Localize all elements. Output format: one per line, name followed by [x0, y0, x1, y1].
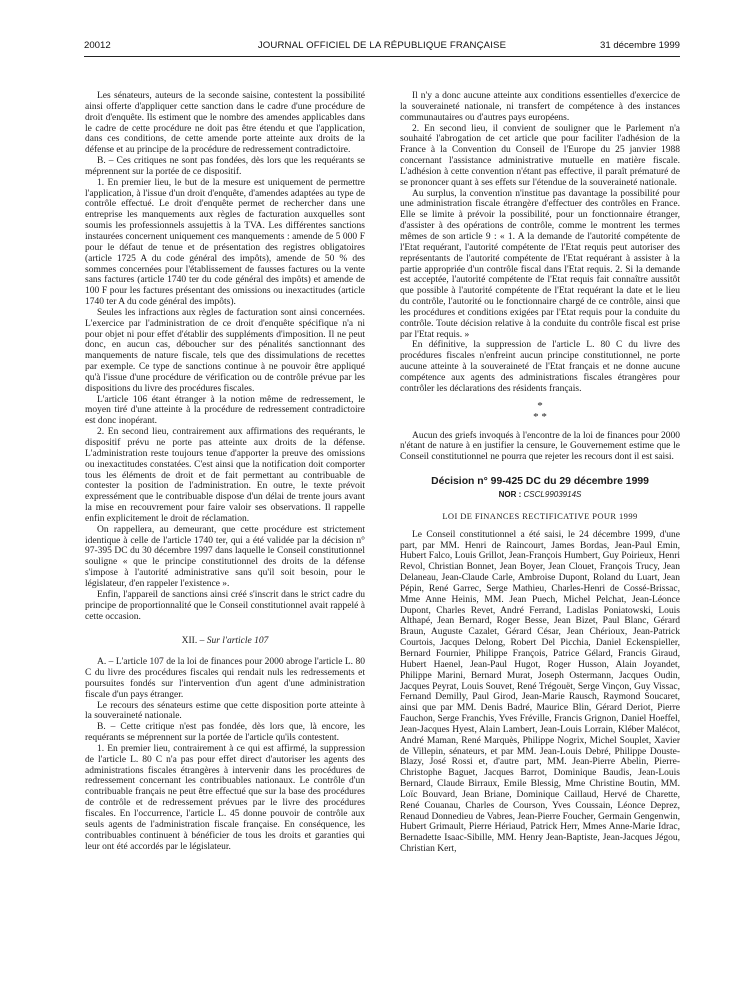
paragraph: Le recours des sénateurs estime que cette disposition porte atteinte à la souveraineté nationale. — [85, 700, 365, 722]
section-separator — [400, 401, 680, 423]
right-column — [400, 91, 680, 855]
paragraph: B. – Ces critiques ne sont pas fondées, dès lors que les requérants se méprennent sur la portée de ce dispositif. — [85, 156, 365, 177]
issue-date: 31 décembre 1999 — [599, 40, 680, 51]
nor-reference — [400, 490, 680, 501]
paragraph: B. – Cette critique n'est pas fondée, dès lors que, là encore, les requérants se méprennent sur la portée de l'article qu'ils contestent. — [85, 722, 365, 744]
section-number: XII. – — [181, 636, 205, 647]
paragraph: Les sénateurs, auteurs de la seconde saisine, contestent la possibilité ainsi offerte d'appliquer cette sanction dans le cadre d'une procédure de droit d'enquête. Ils estiment que le nombre des amendes applicables dans le cadre de cette procédure ne doit pas être étendu et que l'application, dans ces conditions, de cette amende porte atteinte aux droits de la défense et au principe de la procédure de redressement contradictoire. — [85, 91, 365, 156]
paragraph: On rappellera, au demeurant, que cette procédure est strictement identique à celle de l'article 1740 ter, qui a été validée par la décision n° 97-395 DC du 30 décembre 1997 dans laquelle le Conseil constitutionnel souligne « que le principe constitutionnel des droits de la défense s'impose à l'autorité administrative sans qu'il soit besoin, pour le législateur, d'en rappeler l'existence ». — [85, 524, 365, 589]
paragraph: Seules les infractions aux règles de facturation sont ainsi concernées. L'exercice par l'administration de ce droit d'enquête spécifique n'a ni pour objet ni pour effet d'établir des suppléments d'imposition. Il ne peut donc, en aucun cas, déboucher sur des pénalités sanctionnant des manquements de nature fiscale, tels que des dissimulations de recettes par exemple. Ce type de sanctions continue à ne pouvoir être appliqué qu'à l'issue d'une procédure de vérification ou de contrôle prévue par les dispositions du livre des procédures fiscales. — [85, 307, 365, 394]
paragraph: 1. En premier lieu, le but de la mesure est uniquement de permettre l'application, à l'issue d'un droit d'enquête, d'amendes adaptées au type de contrôle effectué. Le droit d'enquête permet de rechercher dans une entreprise les manquements aux règles de facturation auxquelles sont soumis les professionnels assujettis à la TVA. Les différentes sanctions instaurées concernent uniquement ces manquements : amende de 5 000 F pour le défaut de tenue et de présentation des registres obligatoires (article 1725 A du code général des impôts), amende de 50 % des sommes concernées pour l'établissement de fausses factures ou la vente sans factures (article 1740 ter du code général des impôts) et amende de 100 F pour les factures présentant des omissions ou inexactitudes (article 1740 ter A du code général des impôts). — [85, 177, 365, 308]
paragraph: Au surplus, la convention n'institue pas davantage la possibilité pour une administration fiscale étrangère d'effectuer des contrôles en France. Elle se limite à prévoir la possibilité, pour un fonctionnaire étranger, d'assister à des opérations de contrôle, comme le montrent les termes mêmes de son article 9 : « 1. A la demande de l'autorité compétente de l'Etat requérant, l'autorité compétente de l'Etat requis peut autoriser des représentants de l'autorité compétente de l'Etat requérant à assister à la partie appropriée d'un contrôle fiscal dans l'Etat requis. 2. Si la demande est acceptée, l'autorité compétente de l'Etat requis fait connaître aussitôt que possible à l'autorité compétente de l'Etat requérant la date et le lieu du contrôle, l'autorité ou le fonctionnaire chargé de ce contrôle, ainsi que les procédures et conditions exigées par l'Etat requis pour la conduite du contrôle. Toute décision relative à la conduite du contrôle fiscal est prise par l'Etat requis. » — [400, 188, 680, 340]
separator-star: * — [537, 399, 543, 412]
paragraph: En définitive, la suppression de l'article L. 80 C du livre des procédures fiscales n'enfreint aucun principe constitutionnel, ne porte aucune atteinte à la souveraineté de l'Etat français et ne donne aucune compétence aux agents des administrations fiscales étrangères pour contrôler les déclarations des résidents français. — [400, 340, 680, 394]
decision-title: Décision n° 99-425 DC du 29 décembre 1999 — [431, 476, 649, 488]
paragraph: 2. En second lieu, il convient de souligner que le Parlement n'a souhaité l'abrogation de cet article que pour faciliter l'adhésion de la France à la Convention du Conseil de l'Europe du 25 janvier 1988 concernant l'assistance administrative mutuelle en matière fiscale. L'adhésion à cette convention n'étant pas effective, il paraît prématuré de se prononcer quant à ses effets sur l'étendue de la souveraineté nationale. — [400, 123, 680, 188]
section-heading — [85, 636, 365, 647]
page-number: 20012 — [84, 40, 111, 51]
running-header — [84, 40, 680, 54]
separator-stars: * * — [533, 410, 547, 423]
paragraph: 1. En premier lieu, contrairement à ce qui est affirmé, la suppression de l'article L. 80 C n'a pas pour effet direct d'autoriser les agents des administrations fiscales étrangères à intervenir dans les procédures de redressement concernant les contribuables nationaux. Le contrôle d'un contribuable français ne peut être effectué que sur la base des procédures de contrôle et de redressement prévues par le livre des procédures fiscales. En l'occurrence, l'article L. 45 donne pouvoir de contrôle aux seuls agents de l'administration fiscale française. En conséquence, les contribuables continuent à bénéficier de tous les droits et garanties qui leur ont été accordés par le législateur. — [85, 743, 365, 852]
paragraph: A. – L'article 107 de la loi de finances pour 2000 abroge l'article L. 80 C du livre des procédures fiscales qui rendait nuls les redressements et poursuites fondés sur l'intervention d'un agent d'une administration fiscale d'un pays étranger. — [85, 657, 365, 700]
paragraph: L'article 106 étant étranger à la notion même de redressement, le moyen tiré d'une atteinte à la procédure de redressement contradictoire est donc inopérant. — [85, 394, 365, 427]
header-rule — [84, 56, 680, 57]
journal-title: JOURNAL OFFICIEL DE LA RÉPUBLIQUE FRANÇAISE — [257, 40, 507, 51]
paragraph: Il n'y a donc aucune atteinte aux conditions essentielles d'exercice de la souveraineté nationale, ni transfert de compétence à des instances communautaires ou d'autres pays européens. — [400, 91, 680, 123]
paragraph: Enfin, l'appareil de sanctions ainsi créé s'inscrit dans le strict cadre du principe de proportionnalité que le Conseil constitutionnel avait rappelé à cette occasion. — [85, 589, 365, 622]
left-column — [85, 91, 365, 852]
nor-label: NOR : — [498, 490, 522, 499]
section-title: Sur l'article 107 — [206, 636, 269, 647]
nor-code: CSCL9903914S — [523, 490, 582, 499]
paragraph: Le Conseil constitutionnel a été saisi, le 24 décembre 1999, d'une part, par MM. Henri de Raincourt, James Bordas, Jean-Paul Emin, Hubert Falco, Louis Grillot, Jean-François Humbert, Guy Poirieux, Henri Revol, Christian Bonnet, Jean Boyer, Jean Clouet, François Trucy, Jean Delaneau, Jean-Claude Carle, Ambroise Dupont, Roland du Luart, Jean Pépin, René Garrec, Serge Mathieu, Charles-Henri de Cossé-Brissac, Mme Anne Heinis, MM. Jean Puech, Michel Pelchat, Jean-Léonce Dupont, Charles Revet, André Ferrand, Ladislas Poniatowski, Louis Althapé, Jean Bernard, Roger Besse, Jean Bizet, Paul Blanc, Gérard Braun, Auguste Cazalet, Gérard César, Jean Chérioux, Jean-Patrick Courtois, Jacques Delong, Robert Del Picchia, Daniel Eckenspieller, Bernard Fournier, Philippe François, Patrice Gélard, Francis Giraud, Hubert Haenel, Jean-Paul Hugot, Roger Husson, Alain Joyandet, Philippe Marini, Bernard Murat, Joseph Ostermann, Jacques Oudin, Jacques Peyrat, Louis Souvet, René Trégouët, Serge Vinçon, Guy Vissac, Fernand Demilly, Paul Girod, Jean-Marie Rausch, Raymond Soucaret, ainsi que par MM. Denis Badré, Maurice Blin, Gérard Deriot, Pierre Fauchon, Serge Franchis, Yves Fréville, Francis Grignon, Daniel Hoeffel, Jean-Jacques Hyest, Alain Lambert, Jean-Louis Lorrain, Kléber Malécot, André Maman, René Marquès, Philippe Nogrix, Michel Souplet, Xavier de Villepin, sénateurs, et par MM. Jean-Louis Debré, Philippe Douste-Blazy, José Rossi et, d'autre part, MM. Jean-Pierre Abelin, Pierre-Christophe Baguet, Jacques Barrot, Dominique Baudis, Jean-Louis Bernard, Claude Birraux, Emile Blessig, Mme Christine Boutin, MM. Loïc Bouvard, Jean Briane, Dominique Caillaud, Hervé de Charette, René Couanau, Charles de Courson, Yves Coussain, Léonce Deprez, Renaud Donnedieu de Vabres, Jean-Pierre Foucher, Germain Gengenwin, Hubert Grimault, Pierre Hériaud, Patrick Herr, Mmes Anne-Marie Idrac, Bernadette Isaac-Sibille, MM. Henry Jean-Baptiste, Jean-Jacques Jégou, Christian Kert, — [400, 529, 680, 855]
paragraph: 2. En second lieu, contrairement aux affirmations des requérants, le dispositif prévu ne porte pas atteinte aux droits de la défense. L'administration reste toujours tenue d'apporter la preuve des omissions ou inexactitudes constatées. C'est ainsi que la notification doit comporter tous les éléments de droit et de fait permettant au contribuable de contester la position de l'administration. En outre, le texte prévoit expressément que le contribuable dispose d'un délai de trente jours avant la mise en recouvrement pour faire valoir ses observations. Il rappelle enfin explicitement le droit de réclamation. — [85, 427, 365, 524]
decision-subtitle: LOI DE FINANCES RECTIFICATIVE POUR 1999 — [442, 510, 638, 521]
paragraph: Aucun des griefs invoqués à l'encontre de la loi de finances pour 2000 n'étant de nature à en justifier la censure, le Gouvernement estime que le Conseil constitutionnel ne pourra que rejeter les recours dont il est saisi. — [400, 430, 680, 463]
